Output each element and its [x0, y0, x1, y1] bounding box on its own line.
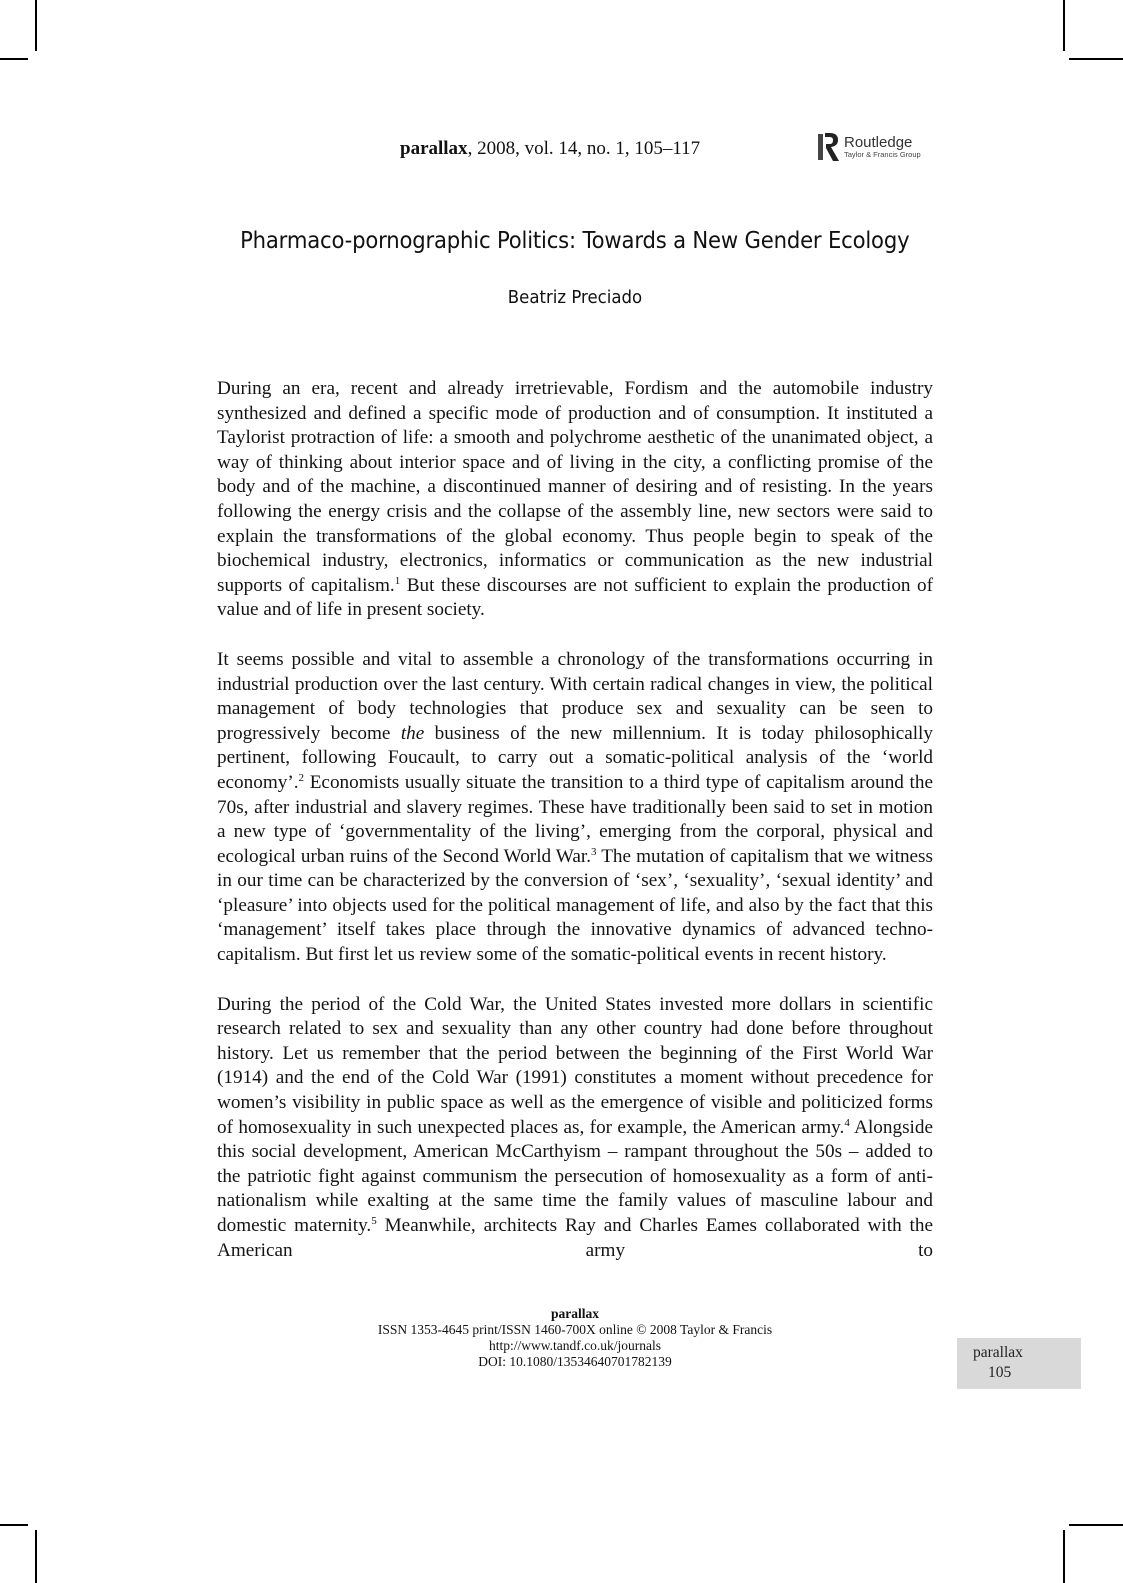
article-author: Beatriz Preciado	[507, 287, 643, 308]
running-header	[400, 138, 700, 160]
crop-mark-bottom-left-horizontal	[0, 1524, 28, 1526]
page-number: 105	[988, 1364, 1012, 1381]
crop-mark-bottom-right-horizontal	[1069, 1524, 1123, 1526]
footnote-ref-4[interactable]: 4	[844, 1116, 850, 1129]
footnote-ref-3[interactable]: 3	[591, 845, 597, 858]
journal-name: parallax	[400, 138, 468, 159]
crop-mark-top-left-vertical	[35, 0, 37, 51]
crop-mark-top-left-horizontal	[0, 58, 28, 60]
paragraph-3: During the period of the Cold War, the United States invested more dollars in scientific research related to sex and sexuality than any other country had done before throughout history. Let us remember that the period between the beginning of the First World War (1914) and the end of the Cold War (1991) constitutes a moment without precedence for women’s visibility in public space as well as the emergence of visible and politicized forms of homosexuality in such unexpected places as, for example, the American army.$^4$ Alongside this social development, American McCarthyism – rampant throughout the 50s – added to the patriotic fight against communism the persecution of homosexuality as a form of anti-nationalism while exalting at the same time the family values of masculine labour and domestic maternity.$^5$ Meanwhile, architects Ray and Charles Eames collaborated with the American army to	[217, 993, 933, 1261]
page-number-box	[957, 1338, 1081, 1389]
crop-mark-top-right-horizontal	[1069, 58, 1123, 60]
article-body	[217, 377, 933, 1288]
emphasis: the	[400, 722, 425, 744]
publisher-name: Routledge	[844, 134, 913, 152]
footnote-ref-1[interactable]: 1	[394, 574, 401, 587]
publisher-subtitle: Taylor & Francis Group	[844, 150, 921, 160]
paragraph-1: During an era, recent and already irretrievable, Fordism and the automobile industry synthesized and defined a specific mode of production and of consumption. It instituted a Taylorist protraction of life: a smooth and polychrome aesthetic of the unanimated object, a way of thinking about interior space and of living in the city, a conflicting promise of the body and of the machine, a discontinued manner of desiring and of resisting. In the years following the energy crisis and the collapse of the assembly line, new sectors were said to explain the transformations of the global economy. Thus people begin to speak of the biochemical industry, electronics, informatics or communication as the new industrial supports of capitalism.$^1$ But these discourses are not sufficient to explain the production of value and of life in present society.	[217, 378, 934, 621]
page-footer	[340, 1306, 810, 1370]
footer-journal: parallax	[550, 1306, 599, 1321]
paragraph-2: It seems possible and vital to assemble a chronology of the transformations occurring in industrial production over the last century. With certain radical changes in view, the political management of body technologies that produce sex and sexuality can be seen to progressively become the business of the new millennium. It is today philosophically pertinent, following Foucault, to carry out a somatic-political analysis of the ‘world economy’.$^2$ Economists usually situate the transition to a third type of capitalism around the 70s, after industrial and slavery regimes. These have traditionally been said to set in motion a new type of ‘governmentality of the living’, emerging from the corporal, physical and ecological urban ruins of the Second World War.$^3$ The mutation of capitalism that we witness in our time can be characterized by the conversion of ‘sex’, ‘sexuality’, ‘sexual identity’ and ‘pleasure’ into objects used for the political management of life, and also by the fact that this ‘management’ itself takes place through the innovative dynamics of advanced techno-capitalism. But first let us review some of the somatic-political events in recent history.	[217, 648, 933, 966]
footer-doi[interactable]: DOI: 10.1080/13534640701782139	[478, 1354, 672, 1369]
crop-mark-top-right-vertical	[1063, 0, 1065, 51]
footnote-ref-2[interactable]: 2	[298, 771, 305, 784]
footer-issn: ISSN 1353-4645 print/ISSN 1460-700X online © 2008 Taylor & Francis	[377, 1322, 773, 1337]
article-title: Pharmaco-pornographic Politics: Towards a New Gender Ecology	[240, 228, 910, 254]
page-box-journal: parallax	[973, 1344, 1023, 1361]
publisher-logo	[818, 131, 921, 163]
routledge-r-icon	[818, 131, 840, 163]
crop-mark-bottom-right-vertical	[1063, 1530, 1065, 1583]
footer-url[interactable]: http://www.tandf.co.uk/journals	[489, 1338, 661, 1353]
footnote-ref-5[interactable]: 5	[371, 1215, 377, 1227]
crop-mark-bottom-left-vertical	[35, 1530, 37, 1583]
citation: , 2008, vol. 14, no. 1, 105–117	[467, 138, 701, 159]
